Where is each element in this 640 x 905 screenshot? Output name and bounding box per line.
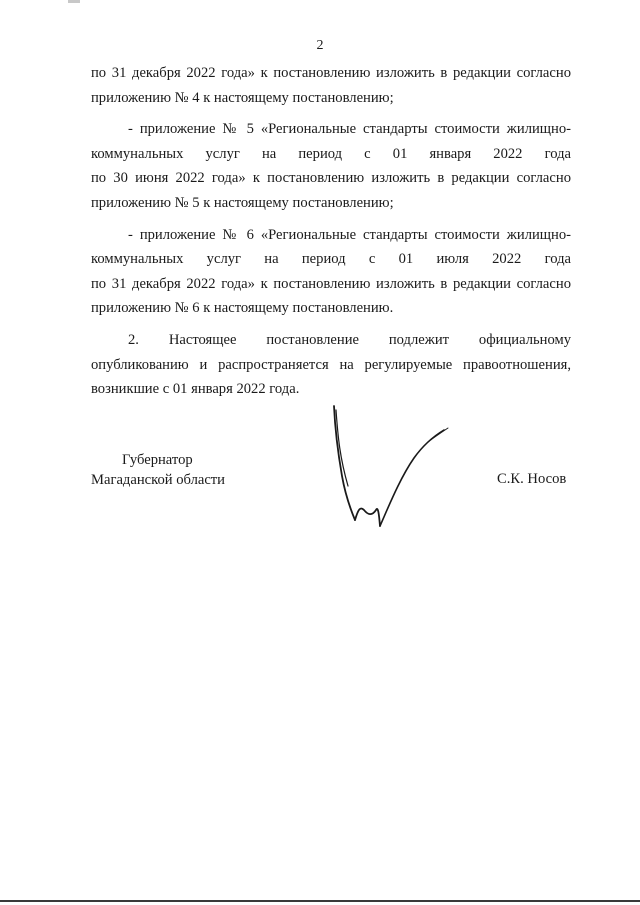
text-line: коммунальных услуг на период с 01 июля 2022 года — [91, 251, 571, 268]
document-body — [91, 61, 571, 402]
text-line: по 30 июня 2022 года» к постановлению изложить в редакции согласно — [91, 170, 571, 187]
text-line: опубликованию и распространяется на регулируемые правоотношения, — [91, 356, 571, 373]
text-line: возникшие с 01 января 2022 года. — [91, 381, 300, 398]
signatory-position-line2: Магаданской области — [91, 472, 225, 488]
page-bottom-edge — [0, 900, 640, 902]
signatory-name: С.К. Носов — [497, 471, 567, 487]
page-number: 2 — [316, 38, 324, 53]
text-line: 2. Настоящее постановление подлежит официальному — [128, 331, 571, 348]
text-line: - приложение № 5 «Региональные стандарты стоимости жилищно- — [128, 121, 571, 138]
handwritten-signature — [318, 398, 458, 538]
text-line: по 31 декабря 2022 года» к постановлению изложить в редакции согласно — [91, 65, 571, 81]
text-line: приложению № 5 к настоящему постановлению; — [91, 194, 394, 211]
text-line: по 31 декабря 2022 года» к постановлению изложить в редакции согласно — [91, 275, 571, 292]
signatory-position — [91, 450, 225, 490]
text-line: приложению № 6 к настоящему постановлению. — [91, 300, 394, 317]
signatory-position-line1: Губернатор — [122, 452, 193, 468]
text-line: коммунальных услуг на период с 01 января 2022 года — [91, 145, 571, 162]
scan-artifact — [68, 0, 80, 3]
text-line: - приложение № 6 «Региональные стандарты стоимости жилищно- — [128, 226, 571, 243]
text-line: приложению № 4 к настоящему постановлению; — [91, 89, 394, 106]
